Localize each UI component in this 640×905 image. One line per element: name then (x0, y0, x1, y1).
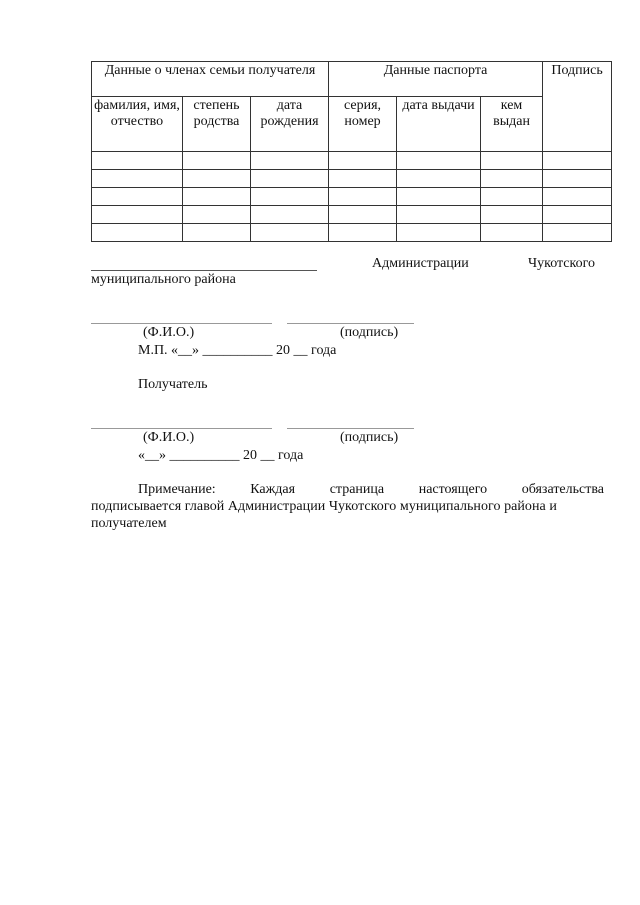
table-cell (481, 206, 543, 224)
signer-signature-line (287, 323, 414, 324)
table-cell (92, 152, 183, 170)
table-cell (481, 152, 543, 170)
signer-signature-label: (подпись) (340, 325, 399, 340)
recipient-signature-line (287, 428, 414, 429)
signer-fio-label: (Ф.И.О.) (143, 325, 195, 340)
table-cell (397, 170, 481, 188)
recipient-fio-line (91, 428, 272, 429)
table-cell (543, 224, 612, 242)
note-word: Примечание: (138, 482, 216, 497)
family-members-table (91, 61, 612, 242)
table-cell (251, 188, 329, 206)
series-column-header: серия, номер (329, 97, 397, 152)
signature-header: Подпись (543, 62, 612, 152)
table-cell (183, 170, 251, 188)
passport-data-header: Данные паспорта (329, 62, 543, 97)
table-cell (329, 152, 397, 170)
table-row (92, 206, 612, 224)
table-cell (329, 206, 397, 224)
birthdate-column-header: дата рождения (251, 97, 329, 152)
table-cell (543, 188, 612, 206)
relation-column-header: степень родства (183, 97, 251, 152)
family-data-header: Данные о членах семьи получателя (92, 62, 329, 97)
table-cell (397, 224, 481, 242)
table-cell (251, 224, 329, 242)
admin-word: Администрации (372, 256, 469, 271)
table-cell (183, 188, 251, 206)
table-cell (329, 188, 397, 206)
table-cell (397, 206, 481, 224)
table-cell (251, 206, 329, 224)
note-line-2: подписывается главой Администрации Чукотского муниципального района и (91, 499, 557, 514)
table-cell (92, 206, 183, 224)
recipient-fio-label: (Ф.И.О.) (143, 430, 195, 445)
recipient-title: Получатель (138, 377, 208, 392)
table-cell (92, 188, 183, 206)
stamp-date-line: М.П. «__» __________ 20 __ года (138, 343, 337, 358)
note-line-3: получателем (91, 516, 167, 531)
table-cell (481, 170, 543, 188)
signer-name-line (91, 270, 317, 271)
region-word: Чукотского (528, 256, 595, 271)
table-row (92, 170, 612, 188)
table-cell (481, 224, 543, 242)
issued-by-column-header: кем выдан (481, 97, 543, 152)
table-cell (397, 152, 481, 170)
family-table-body (92, 152, 612, 242)
table-cell (397, 188, 481, 206)
table-cell (183, 152, 251, 170)
table-cell (481, 188, 543, 206)
signer-fio-line (91, 323, 272, 324)
table-row (92, 224, 612, 242)
table-cell (329, 170, 397, 188)
recipient-signature-label: (подпись) (340, 430, 399, 445)
table-cell (543, 170, 612, 188)
table-cell (92, 170, 183, 188)
note-word: настоящего (418, 482, 488, 497)
table-cell (543, 152, 612, 170)
note-word: страница (329, 482, 385, 497)
signer-line-2: муниципального района (91, 272, 236, 287)
table-row (92, 188, 612, 206)
table-cell (251, 170, 329, 188)
issue-date-column-header: дата выдачи (397, 97, 481, 152)
table-cell (329, 224, 397, 242)
table-cell (543, 206, 612, 224)
note-line-1 (138, 482, 604, 498)
recipient-date-line: «__» __________ 20 __ года (138, 448, 304, 463)
note-word: Каждая (250, 482, 296, 497)
table-row (92, 152, 612, 170)
table-cell (183, 206, 251, 224)
note-word: обязательства (521, 482, 604, 497)
table-cell (92, 224, 183, 242)
fio-column-header: фамилия, имя, отчество (92, 97, 183, 152)
table-cell (183, 224, 251, 242)
table-cell (251, 152, 329, 170)
